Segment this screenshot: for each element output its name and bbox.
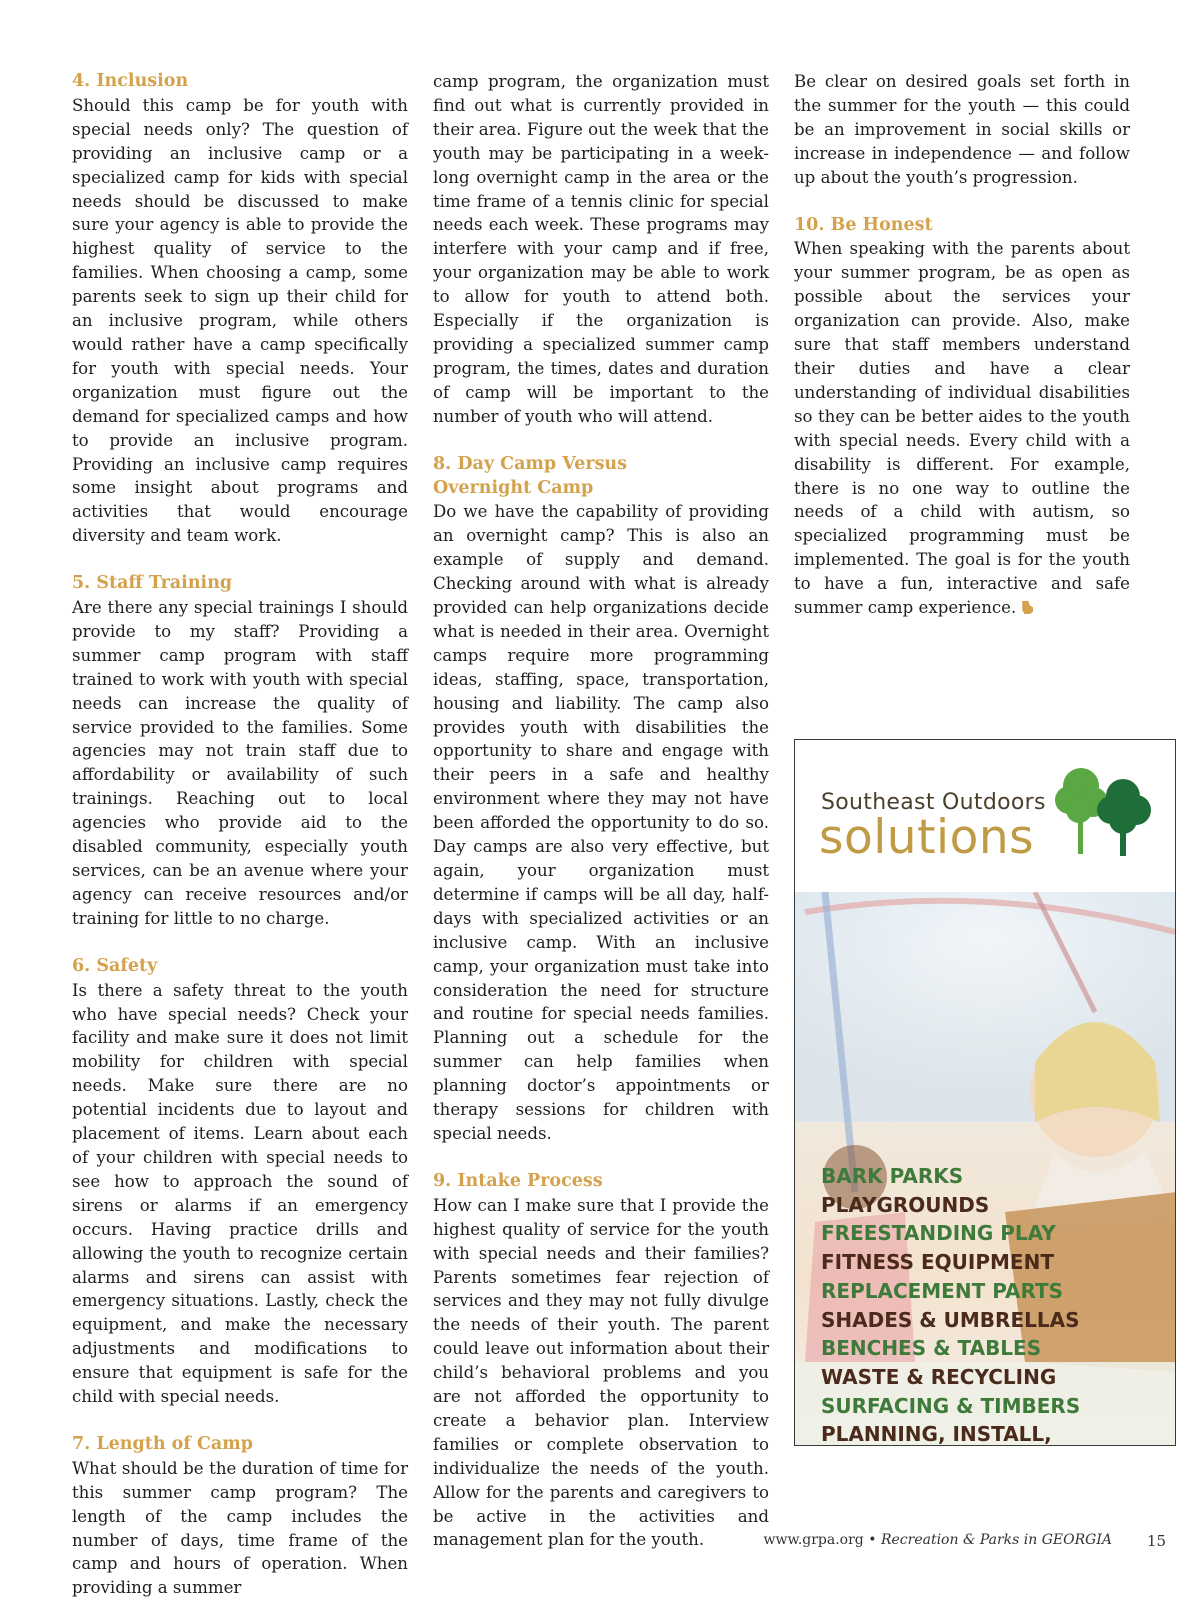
section-length-of-camp <box>72 1433 408 1600</box>
section-body-text: When speaking with the parents about your summer program, be as open as possible about the services your organization can provide. Also, make sure that staff members understand their duties and have a clear understanding of individual disabilities so they can be better aides to the youth with special needs. Every child with a disability is different. For example, there is no one way to outline the needs of a child with autism, so specialized programming must be implemented. The goal is for the youth to have a fun, interactive and safe summer camp experience. <box>794 239 1130 618</box>
ad-service-item: REPLACEMENT PARTS <box>821 1278 1064 1303</box>
ad-service-item: SURFACING & TIMBERS <box>821 1393 1081 1418</box>
footer-separator: • <box>868 1532 877 1548</box>
georgia-end-mark-icon <box>1022 601 1033 614</box>
section-body: Is there a safety threat to the youth who have special needs? Check your facility and make sure it does not limit mobility for children with special needs. Make sure there are no potential incidents due to layout and placement of items. Learn about each of your children with special needs to see how to approach the sound of sirens or alarms if an emergency occurs. Having practice drills and allowing the youth to recognize certain alarms and sirens can assist with emergency situations. Lastly, check the equipment, and make the necessary adjustments and modifications to ensure that equipment is safe for the child with special needs. <box>72 980 408 1407</box>
ad-service-item: PLAYGROUNDS <box>821 1192 990 1217</box>
section-heading: 9. Intake Process <box>433 1170 603 1191</box>
ad-service-item: FITNESS EQUIPMENT <box>821 1250 1054 1275</box>
section-body: Are there any special trainings I should provide to my staff? Providing a summer camp program with staff trained to work with youth with special needs can increase the quality of service provided to the families. Some agencies may not train staff due to affordability or availability of such trainings. Reaching out to local agencies who provide aid to the disabled community, especially youth services, can be an avenue where your agency can receive resources and/or training for little to no charge. <box>72 598 408 928</box>
section-body <box>794 237 1130 620</box>
ad-brand-solutions: solutions <box>819 810 1035 865</box>
section-staff-training <box>72 572 408 931</box>
ad-services-list <box>821 1162 1080 1446</box>
footer-publication: Recreation & Parks in GEORGIA <box>880 1532 1112 1548</box>
section-intake-process <box>433 1170 769 1553</box>
section-heading: 5. Staff Training <box>72 573 233 594</box>
footer-publication-line <box>764 1532 1112 1548</box>
article-column-2 <box>433 70 769 1576</box>
article-column-3 <box>794 70 1130 644</box>
section-be-honest <box>794 214 1130 620</box>
section-body: What should be the duration of time for this summer camp program? The length of the camp includes the number of days, time frame of the camp and hours of operation. When providing a summer <box>72 1458 408 1598</box>
section-body: Should this camp be for youth with special needs only? The question of providing an inclusive camp or a specialized camp for kids with special needs should be discussed to make sure your agency is able to provide the highest quality of service to the families. When choosing a camp, some parents seek to sign up their child for an inclusive program, while others would rather have a camp specifically for youth with special needs. Your organization must figure out the demand for specialized camps and how to provide an inclusive program. Providing an inclusive camp requires some insight about programs and activities that would encourage diversity and team work. <box>72 95 408 546</box>
section-intake-continued <box>794 70 1130 190</box>
ad-service-item: PLANNING, INSTALL, <box>821 1422 1052 1446</box>
section-heading: 7. Length of Camp <box>72 1433 253 1454</box>
section-heading: 4. Inclusion <box>72 71 189 91</box>
section-body: camp program, the organization must find out what is currently provided in their area. Figure out the week that the youth may be participating in a week-long overnight camp in the area or the time frame of a tennis clinic for special needs each week. These programs may interfere with your camp and if free, your organization may be able to work to allow for youth to attend both. Especially if the organization is providing a specialized summer camp program, the times, dates and duration of camp will be important to the number of youth who will attend. <box>433 72 769 426</box>
section-length-of-camp-continued <box>433 70 769 429</box>
section-heading: 8. Day Camp Versus <box>433 453 628 474</box>
section-day-vs-overnight <box>433 453 769 1146</box>
section-body: Do we have the capability of providing an overnight camp? This is also an example of supply and demand. Checking around with what is already provided can help organizations decide what is needed in their area. Overnight camps require more programming ideas, staffing, space, transportation, housing and liability. The camp also provides youth with disabilities the opportunity to share and engage with their peers in a safe and healthy environment where they may not have been afforded the opportunity to do so. Day camps are also very effective, but again, your organization must determine if camps will be all day, half-days with specialized activities or an inclusive camp. With an inclusive camp, your organization must take into consideration the need for structure and routine for special needs families. Planning out a schedule for the summer can help families when planning doctor’s appointments or therapy sessions for children with special needs. <box>433 502 769 1143</box>
ad-service-item: BENCHES & TABLES <box>821 1336 1042 1361</box>
ad-service-item: FREESTANDING PLAY <box>821 1221 1056 1246</box>
section-inclusion <box>72 70 408 548</box>
page-footer <box>0 1532 1200 1556</box>
section-safety <box>72 955 408 1409</box>
ad-brand-name: Southeast Outdoors <box>821 790 1046 815</box>
ad-service-item: BARK PARKS <box>821 1164 964 1188</box>
ad-service-item: SHADES & UMBRELLAS <box>821 1307 1080 1332</box>
ad-service-item: WASTE & RECYCLING <box>821 1364 1057 1389</box>
section-body: How can I make sure that I provide the highest quality of service for the youth with special needs and their families? Parents sometimes fear rejection of services and they may not fully divulge the needs of their youth. The parent could leave out information about their child’s behavioral problems and you are not afforded the opportunity to create a behavior plan. Interview families or complete observation to individualize the needs of the youth. Allow for the parents and caregivers to be active in the activities and management plan for the youth. <box>433 1195 769 1550</box>
section-heading: 6. Safety <box>72 955 158 976</box>
section-body: Be clear on desired goals set forth in the summer for the youth — this could be an improvement in social skills or increase in independence — and follow up about the youth’s progression. <box>794 72 1130 187</box>
ad-playground-photo <box>795 892 1175 1446</box>
trees-logo-icon <box>1051 760 1155 860</box>
page-number: 15 <box>1147 1532 1167 1550</box>
section-heading: 10. Be Honest <box>794 214 933 235</box>
article-column-1 <box>72 70 408 1624</box>
section-heading-line2: Overnight Camp <box>433 477 594 498</box>
footer-site-link[interactable]: www.grpa.org <box>763 1532 864 1548</box>
advertisement-southeast-outdoors <box>794 739 1176 1446</box>
ad-header <box>795 740 1175 892</box>
